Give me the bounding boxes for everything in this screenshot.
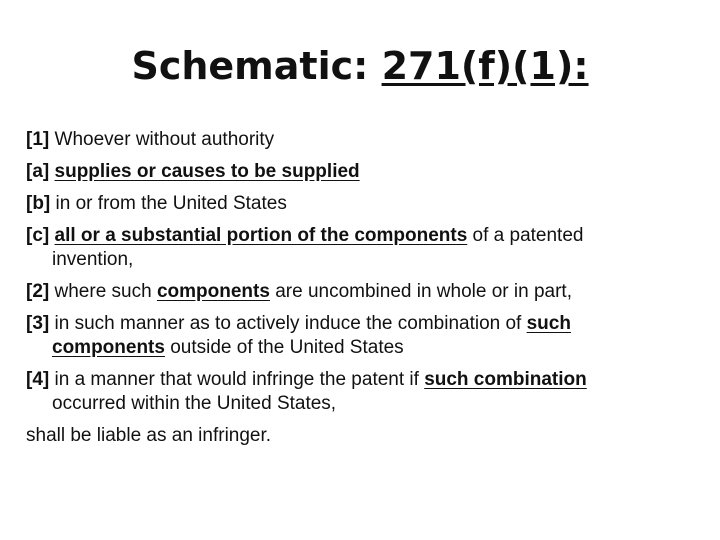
statute-schematic: [26, 124, 696, 452]
element-tag: [2]: [26, 281, 50, 302]
element-text: occurred within the United States,: [52, 393, 337, 414]
conclusion: [26, 420, 696, 452]
element-text: outside of the United States: [164, 337, 404, 358]
emphasized-text: all or a substantial portion of the components: [54, 225, 468, 246]
element-text: in a manner that would infringe the patent if: [49, 369, 425, 390]
element-tag: [1]: [26, 129, 50, 150]
emphasized-text: supplies or causes to be supplied: [54, 161, 360, 182]
element-text: of a patented: [467, 225, 584, 246]
conclusion-text: shall be liable as an infringer.: [26, 425, 272, 446]
element-tag: [c]: [26, 225, 50, 246]
element-b: [26, 188, 696, 220]
element-text: in or from the United States: [50, 193, 287, 214]
emphasized-text: such: [526, 313, 571, 334]
element-tag: [4]: [26, 369, 50, 390]
emphasized-text: such combination: [424, 369, 587, 390]
emphasized-text: components: [156, 281, 270, 302]
element-tag: [a]: [26, 161, 50, 182]
element-a: [26, 156, 696, 188]
statute-reference: 271(f)(1):: [381, 44, 589, 88]
element-text: where such: [49, 281, 157, 302]
title-prefix: Schematic:: [131, 44, 382, 88]
element-text: invention,: [52, 249, 134, 270]
element-2: [26, 276, 696, 308]
slide-title: [0, 44, 720, 88]
element-text: in such manner as to actively induce the combination of: [49, 313, 527, 334]
element-tag: [b]: [26, 193, 51, 214]
emphasized-text: components: [52, 337, 165, 358]
element-text: are uncombined in whole or in part,: [269, 281, 572, 302]
element-1: [26, 124, 696, 156]
element-text: Whoever without authority: [49, 129, 275, 150]
element-3-continuation: [26, 332, 696, 364]
element-tag: [3]: [26, 313, 50, 334]
